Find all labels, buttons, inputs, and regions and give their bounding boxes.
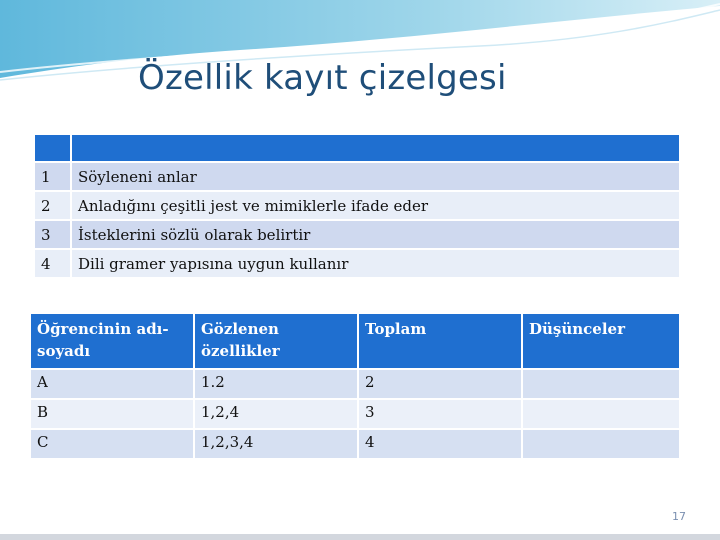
criteria-number: 1 (34, 162, 71, 191)
record-table-header-row (30, 313, 680, 369)
student-name: B (30, 399, 194, 429)
table-row (34, 249, 680, 278)
page-number: 17 (672, 510, 686, 523)
criteria-text: Anladığını çeşitli jest ve mimiklerle ifade eder (71, 191, 680, 220)
table-row (34, 220, 680, 249)
table-row (34, 191, 680, 220)
criteria-number: 3 (34, 220, 71, 249)
observed-features: 1.2 (194, 369, 358, 399)
header-observed-features: Gözlenen özellikler (194, 313, 358, 369)
criteria-header-cell (71, 134, 680, 162)
criteria-table-header-row (34, 134, 680, 162)
criteria-number: 2 (34, 191, 71, 220)
header-total: Toplam (358, 313, 522, 369)
observed-features: 1,2,4 (194, 399, 358, 429)
notes (522, 369, 680, 399)
table-row (30, 369, 680, 399)
total: 4 (358, 429, 522, 459)
student-name: C (30, 429, 194, 459)
header-notes: Düşünceler (522, 313, 680, 369)
criteria-text: Dili gramer yapısına uygun kullanır (71, 249, 680, 278)
criteria-header-cell (34, 134, 71, 162)
criteria-text: Söyleneni anlar (71, 162, 680, 191)
table-row (30, 399, 680, 429)
total: 2 (358, 369, 522, 399)
total: 3 (358, 399, 522, 429)
student-name: A (30, 369, 194, 399)
header-student-name: Öğrencinin adı-soyadı (30, 313, 194, 369)
observed-features: 1,2,3,4 (194, 429, 358, 459)
criteria-table (33, 133, 681, 279)
criteria-text: İsteklerini sözlü olarak belirtir (71, 220, 680, 249)
slide-title: Özellik kayıt çizelgesi (138, 58, 507, 98)
record-table (29, 312, 681, 460)
notes (522, 399, 680, 429)
criteria-number: 4 (34, 249, 71, 278)
table-row (30, 429, 680, 459)
table-row (34, 162, 680, 191)
notes (522, 429, 680, 459)
footer-bar (0, 534, 720, 540)
